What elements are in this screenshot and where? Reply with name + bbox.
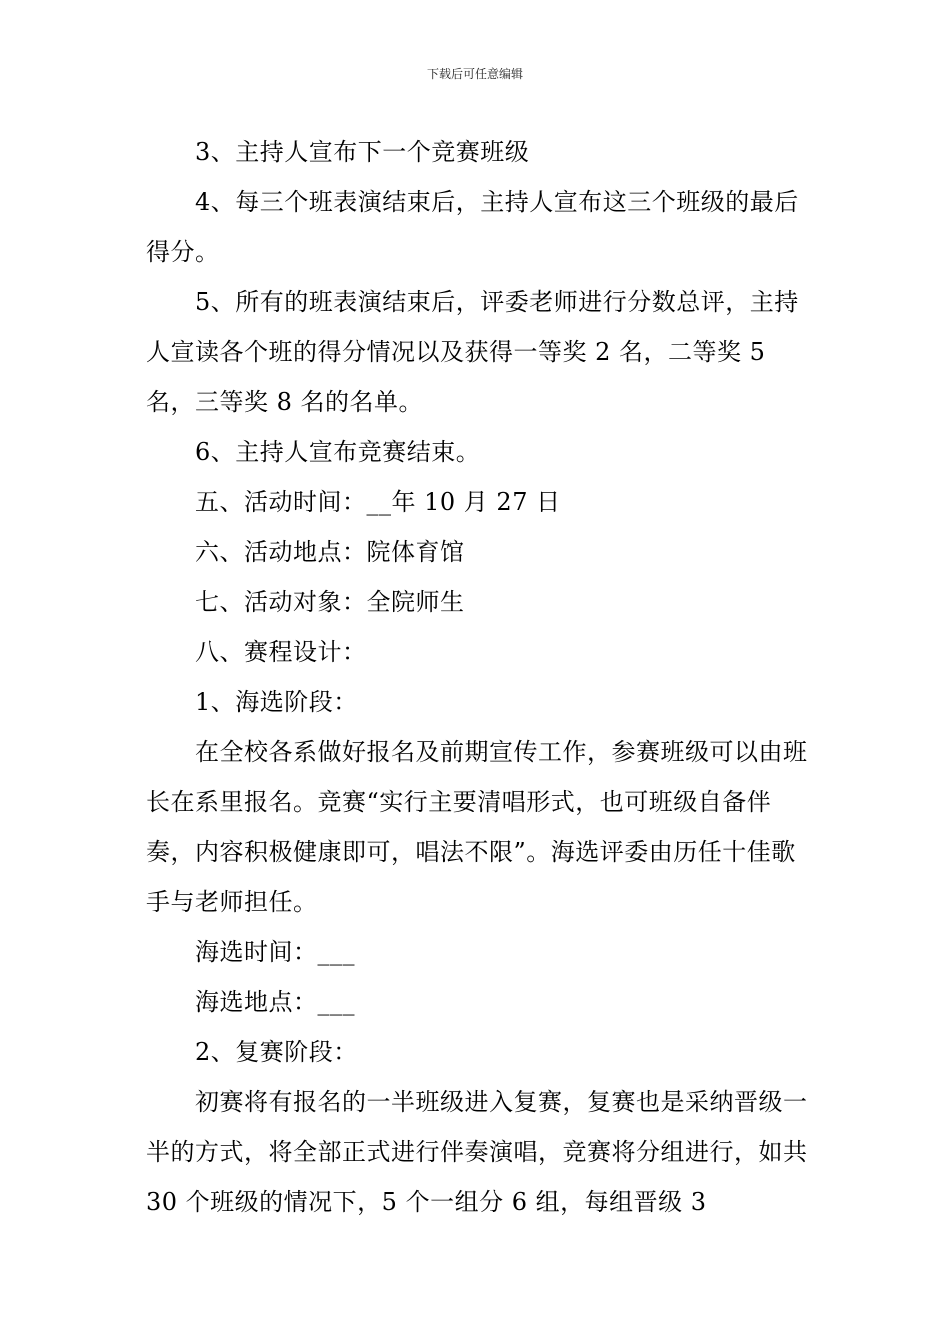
audition-location: 海选地点：___: [195, 988, 355, 1016]
paragraph-scores-every-three: 4、每三个班表演结束后，主持人宣布这三个班级的最后得分。: [146, 188, 799, 266]
subsection-audition-stage: 1、海选阶段：: [195, 688, 358, 716]
section-activity-audience: 七、活动对象：全院师生: [195, 588, 465, 616]
paragraph-rematch-details: 初赛将有报名的一半班级进入复赛，复赛也是采纳晋级一半的方式，将全部正式进行伴奏演唱，竞赛将分组进行，如共 30 个班级的情况下，5 个一组分 6 组，每组晋级 3: [146, 1088, 816, 1216]
paragraph-competition-end: 6、主持人宣布竞赛结束。: [195, 438, 481, 466]
paragraph-host-announces-next: 3、主持人宣布下一个竞赛班级: [195, 138, 530, 166]
audition-time: 海选时间：___: [195, 938, 355, 966]
document-body: [146, 127, 816, 1227]
section-activity-time: 五、活动时间：__年 10 月 27 日: [195, 488, 561, 516]
section-activity-location: 六、活动地点：院体育馆: [195, 538, 465, 566]
subsection-rematch-stage: 2、复赛阶段：: [195, 1038, 358, 1066]
section-schedule-design: 八、赛程设计：: [195, 638, 367, 666]
page-header-note: 下载后可任意编辑: [426, 67, 523, 81]
paragraph-final-evaluation: 5、所有的班表演结束后，评委老师进行分数总评，主持人宣读各个班的得分情况以及获得一等奖 2 名，二等奖 5 名，三等奖 8 名的名单。: [146, 288, 799, 416]
paragraph-audition-details: 在全校各系做好报名及前期宣传工作，参赛班级可以由班长在系里报名。竞赛“实行主要清唱形式，也可班级自备伴奏，内容积极健康即可，唱法不限”。海选评委由历任十佳歌手与老师担任。: [146, 738, 808, 916]
